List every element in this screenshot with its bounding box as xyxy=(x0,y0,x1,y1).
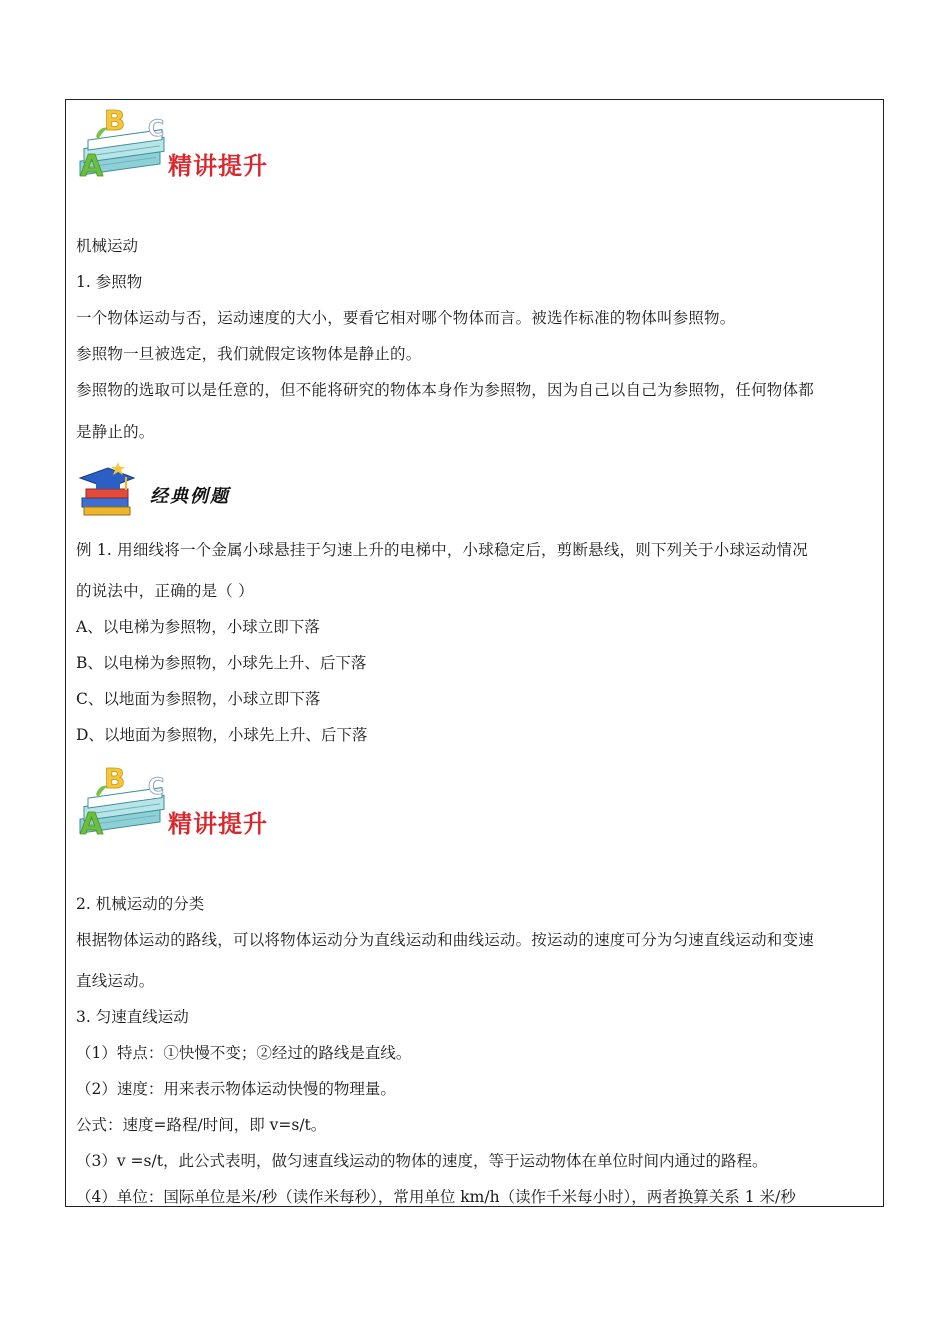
paragraph: 根据物体运动的路线，可以将物体运动分为直线运动和曲线运动。按运动的速度可分为匀速直线运动和变速 xyxy=(76,931,814,949)
svg-text:B: B xyxy=(104,106,126,137)
section-heading: 机械运动 xyxy=(76,237,139,255)
banner-title: 精讲提升 xyxy=(168,152,268,180)
banner-title: 精讲提升 xyxy=(168,810,268,838)
svg-text:B: B xyxy=(104,764,126,795)
option-c: C、以地面为参照物，小球立即下落 xyxy=(76,690,321,708)
option-d: D、以地面为参照物，小球先上升、后下落 xyxy=(76,726,368,744)
abc-book-icon xyxy=(74,106,174,194)
item-title-classification: 2. 机械运动的分类 xyxy=(76,895,205,913)
example-banner-title: 经典例题 xyxy=(150,486,230,507)
paragraph: 参照物的选取可以是任意的，但不能将研究的物体本身作为参照物，因为自己以自己为参照物，任何物体都 xyxy=(76,381,814,399)
option-a: A、以电梯为参照物，小球立即下落 xyxy=(76,618,320,636)
paragraph: 参照物一旦被选定，我们就假定该物体是静止的。 xyxy=(76,345,422,363)
paragraph: （4）单位：国际单位是米/秒（读作米每秒），常用单位 km/h（读作千米每小时），两者换算关系 1 米/秒 xyxy=(76,1188,796,1206)
banner-jingjiang-2 xyxy=(74,764,274,854)
paragraph: 直线运动。 xyxy=(76,972,155,990)
content-frame xyxy=(65,99,884,1207)
item-title-uniform-motion: 3. 匀速直线运动 xyxy=(76,1008,189,1026)
banner-example xyxy=(74,460,294,520)
banner-jingjiang-1 xyxy=(74,106,274,196)
svg-text:C: C xyxy=(148,775,165,800)
paragraph: （2）速度：用来表示物体运动快慢的物理量。 xyxy=(76,1080,396,1098)
option-b: B、以电梯为参照物，小球先上升、后下落 xyxy=(76,654,367,672)
paragraph: 一个物体运动与否，运动速度的大小，要看它相对哪个物体而言。被选作标准的物体叫参照物。 xyxy=(76,309,736,327)
graduation-cap-books-icon xyxy=(74,460,138,518)
svg-text:C: C xyxy=(148,117,165,142)
paragraph: 是静止的。 xyxy=(76,423,155,441)
svg-text:A: A xyxy=(80,807,104,842)
example-question: 例 1. 用细线将一个金属小球悬挂于匀速上升的电梯中，小球稳定后，剪断悬线，则下列关于小球运动情况 xyxy=(76,541,808,559)
formula-line: 公式：速度=路程/时间，即 v=s/t。 xyxy=(76,1116,327,1134)
abc-book-icon xyxy=(74,764,174,852)
paragraph: （3）v =s/t，此公式表明，做匀速直线运动的物体的速度，等于运动物体在单位时间内通过的路程。 xyxy=(76,1152,768,1170)
paragraph: （1）特点：①快慢不变；②经过的路线是直线。 xyxy=(76,1044,412,1062)
item-title-reference: 1. 参照物 xyxy=(76,273,143,291)
svg-text:A: A xyxy=(80,149,104,184)
example-question: 的说法中，正确的是（ ） xyxy=(76,582,254,600)
